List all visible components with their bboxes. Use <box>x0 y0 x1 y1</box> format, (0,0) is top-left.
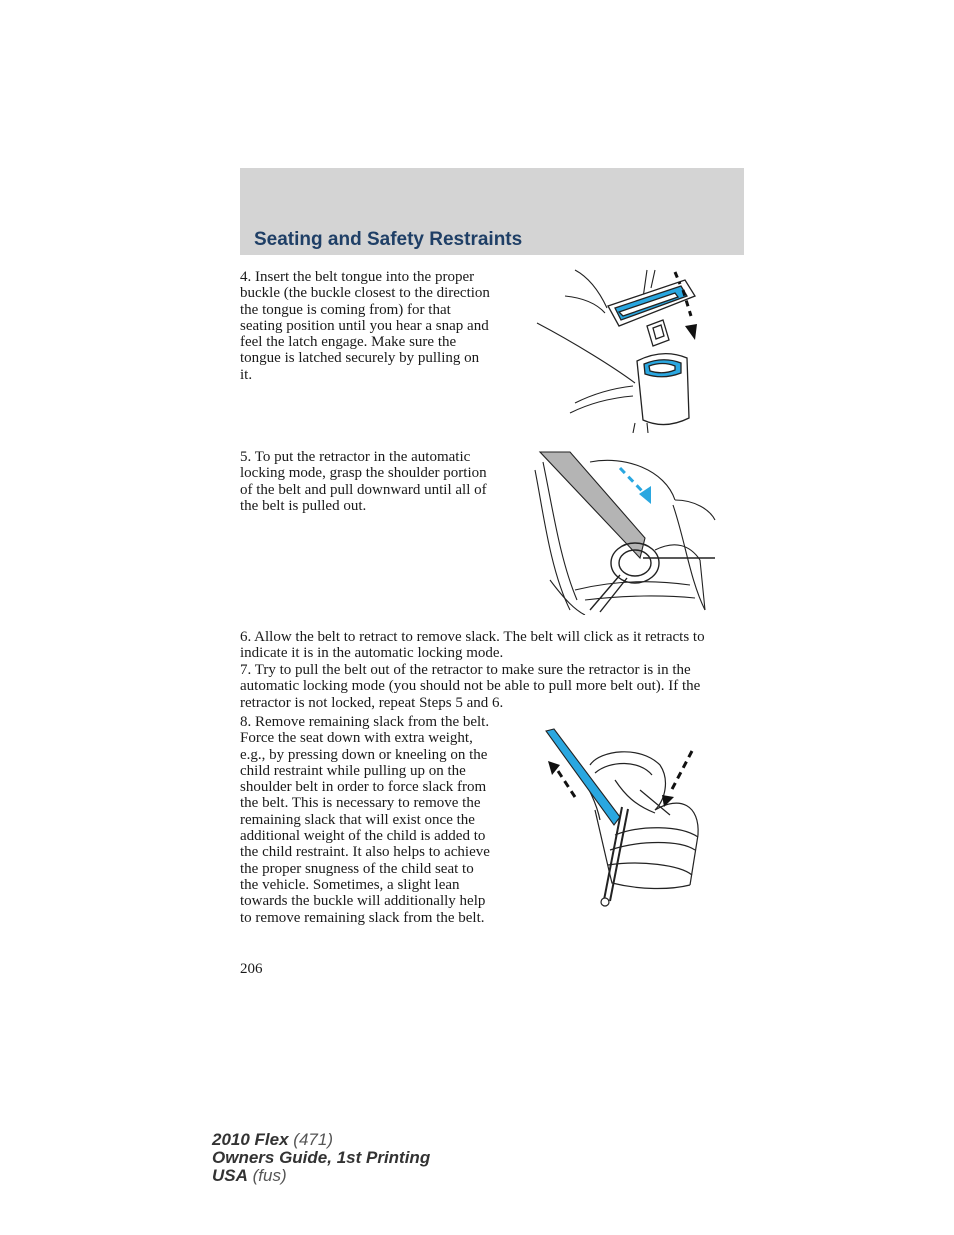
child-seat-illustration <box>540 725 705 910</box>
step-6-text: 6. Allow the belt to retract to remove slack. The belt will click as it retracts to indicate it is in the automatic locking mode. <box>240 629 705 662</box>
footer-region: USA <box>212 1166 248 1185</box>
buckle-illustration <box>535 268 725 433</box>
step-4-text: 4. Insert the belt tongue into the proper buckle (the buckle closest to the direction the tongue is coming from) for that seating position until you hear a snap and feel the latch engage. Make sure the tongue is latched securely by pulling on it. <box>240 269 490 383</box>
step-5-text: 5. To put the retractor in the automatic locking mode, grasp the shoulder portion of the belt and pull downward until all of the belt is pulled out. <box>240 449 487 514</box>
footer-line-model <box>212 1131 430 1149</box>
page-number: 206 <box>240 961 263 977</box>
footer-model-code: (471) <box>293 1130 333 1149</box>
footer-model: 2010 Flex <box>212 1130 289 1149</box>
footer-line-region <box>212 1167 430 1185</box>
footer-guide: Owners Guide, 1st Printing <box>212 1148 431 1167</box>
footer-block <box>212 1131 430 1185</box>
retractor-illustration <box>515 450 720 615</box>
footer-line-guide <box>212 1149 430 1167</box>
section-title: Seating and Safety Restraints <box>254 229 523 250</box>
step-8-text: 8. Remove remaining slack from the belt. Force the seat down with extra weight, e.g., by pressing down or kneeling on the child restraint while pulling up on the shoulder belt in order to force slack from the belt. This is necessary to remove the remaining slack that will exist once the additional weight of the child is added to the child restraint. It also helps to achieve the proper snugness of the child seat to the vehicle. Sometimes, a slight lean towards the buckle will additionally help to remove remaining slack from the belt. <box>240 714 490 926</box>
footer-region-code: (fus) <box>252 1166 287 1185</box>
section-header-band <box>240 168 744 255</box>
step-7-text: 7. Try to pull the belt out of the retractor to make sure the retractor is in the automatic locking mode (you should not be able to pull more belt out). If the retractor is not locked, repeat Steps 5 and 6. <box>240 662 701 711</box>
